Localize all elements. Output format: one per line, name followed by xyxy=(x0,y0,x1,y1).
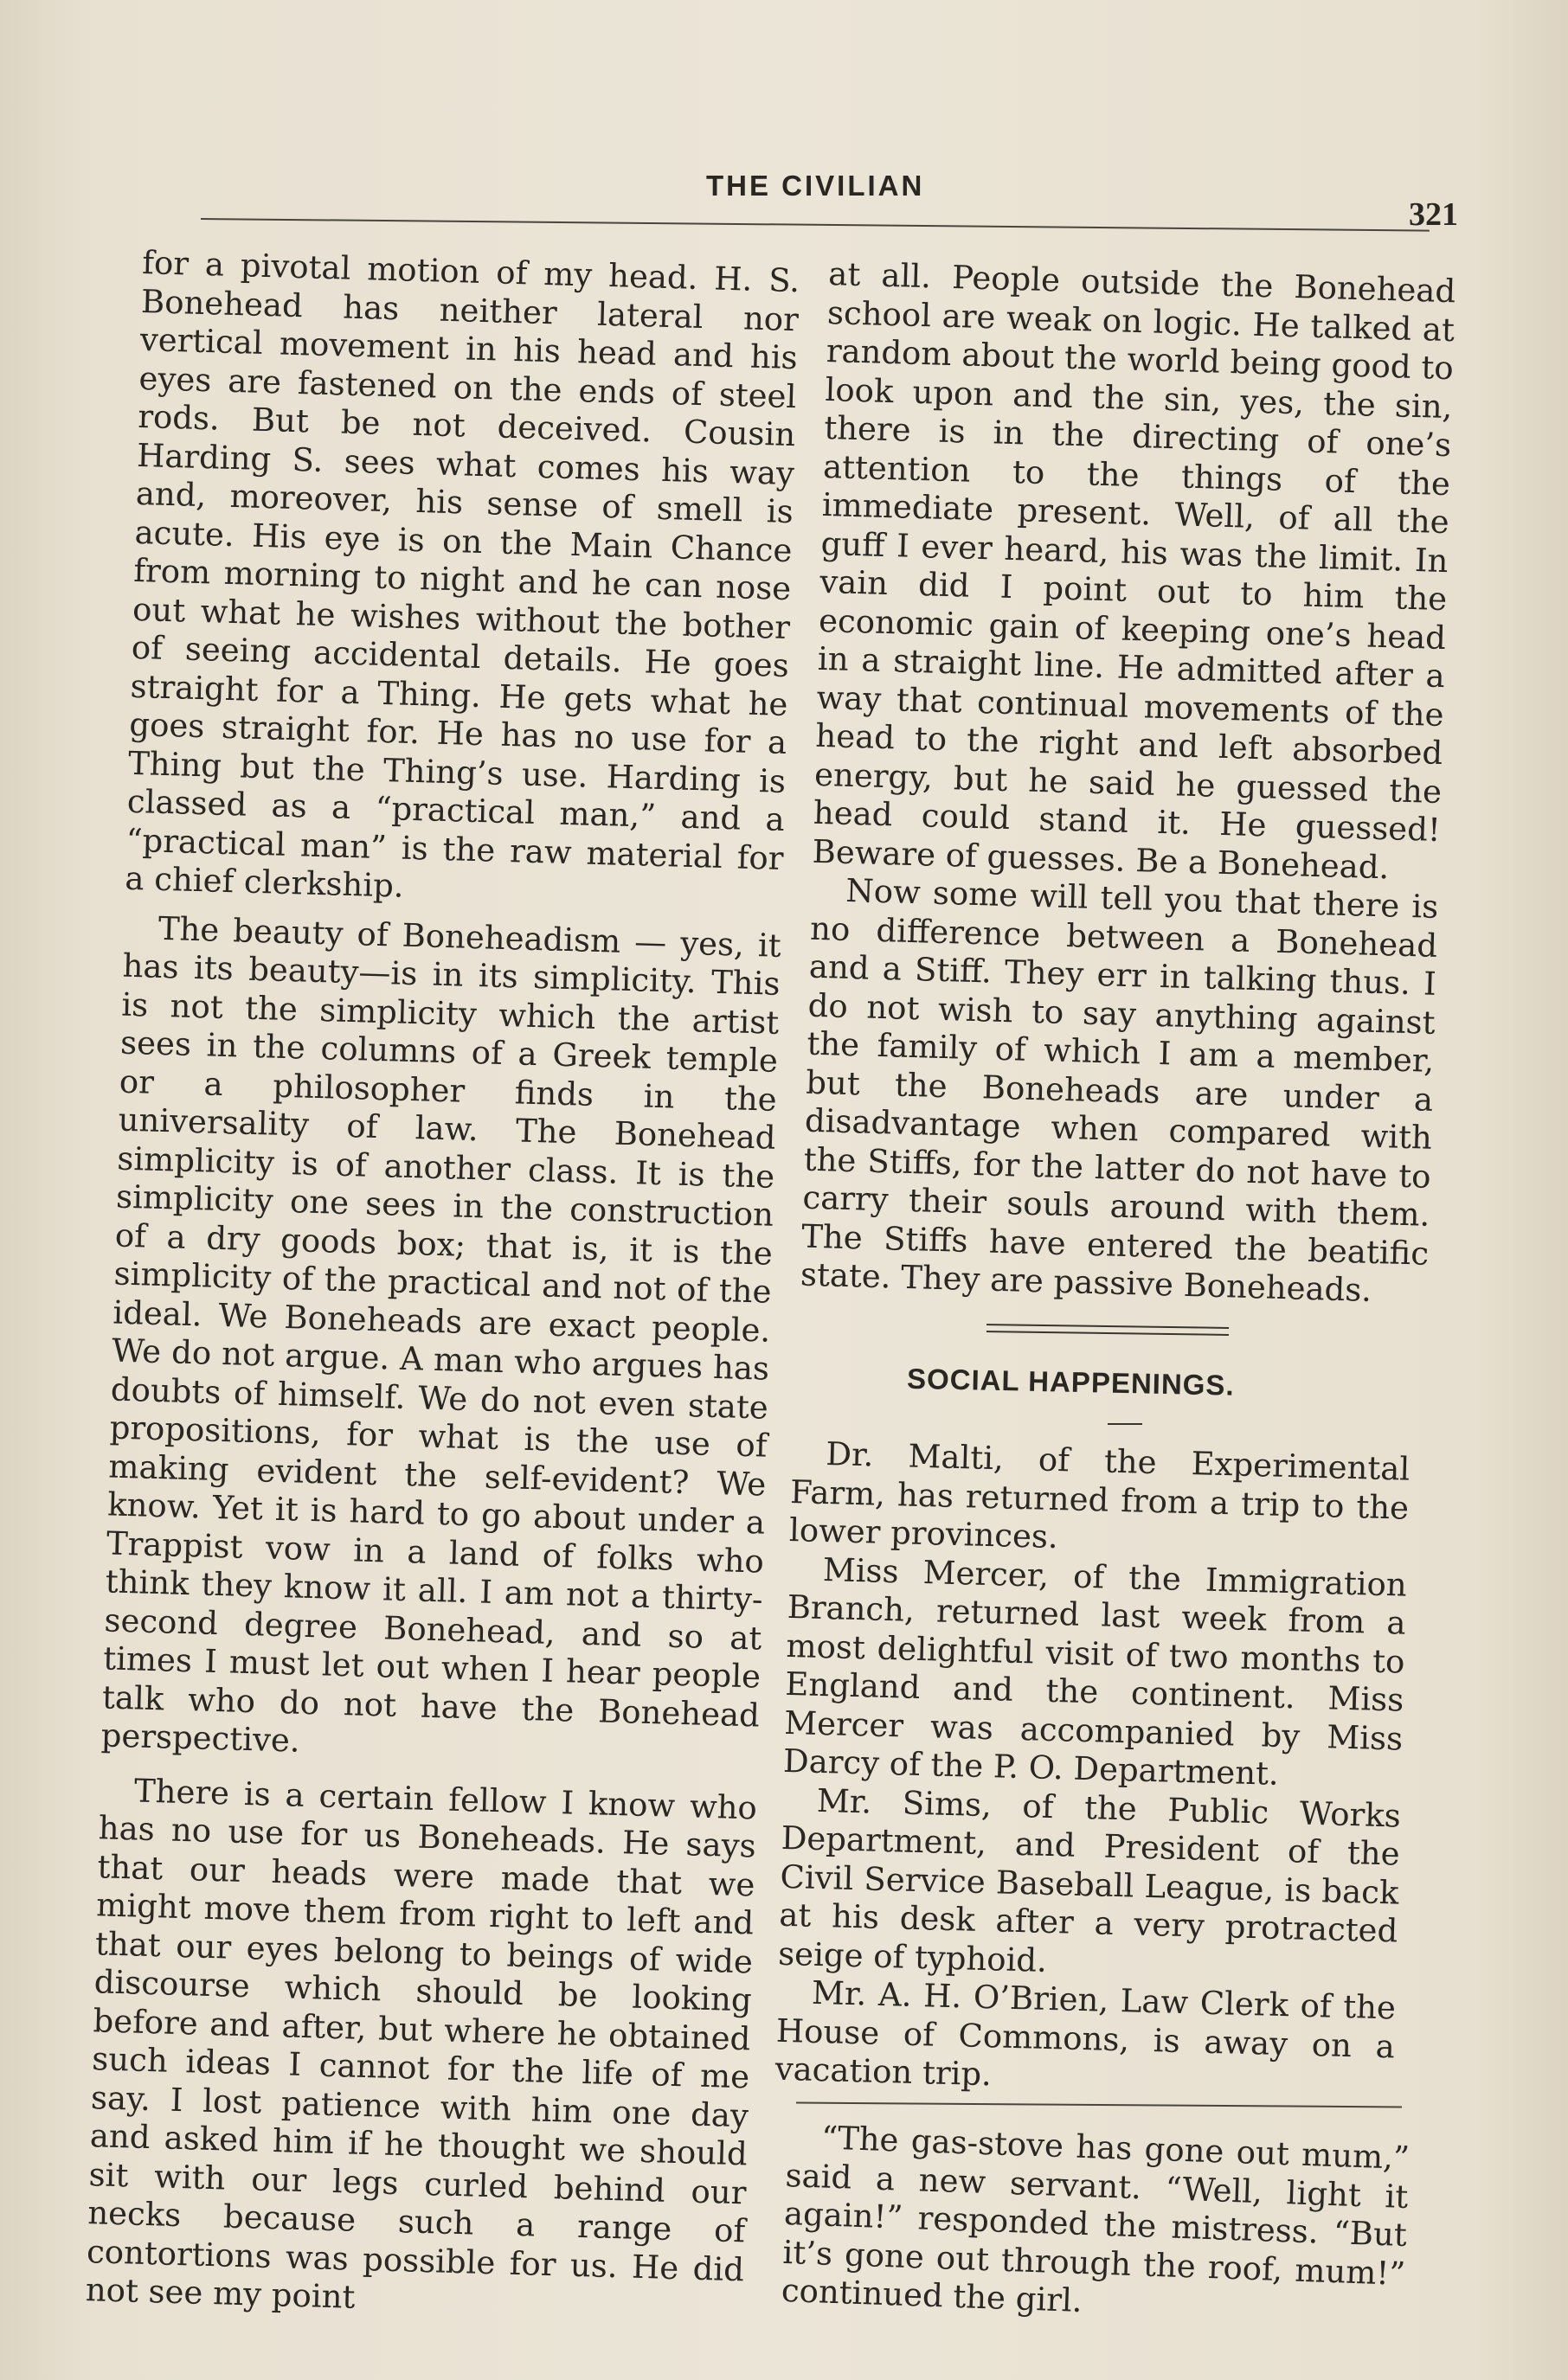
right-paragraph-1: at all. People outside the Bonehead school are weak on logic. He talked at random about the world being good to look upon and the sin, yes, the sin, there is in the directing of one’s attention to the things of the immediate present. Well, of all the guff I ever heard, his was the limit. In vain did I point out to him the economic gain of keeping one’s head in a straight line. He admitted after a way that continual movements of the head to the right and left absorbed energy, but he said he guessed the head could stand it. He guessed! Beware of guesses. Be a Bonehead. xyxy=(812,255,1456,886)
left-paragraph-3: There is a certain fellow I know who has no use for us Boneheads. He says that our heads were made that we might move them from right to left and that our eyes belong to beings of wide discourse which should be looking before and after, but where he obtained such ideas I cannot for the life of me say. I lost patience with him one day and asked him if he thought we should sit with our legs curled behind our necks because such a range of contortions was possible for us. He did not see my point xyxy=(85,1771,758,2316)
joke-paragraph: “The gas-stove has gone out mum,” said a new servant. “Well, light it again!” responded the mistress. “But it’s gone out through the roof, mum!” continued the girl. xyxy=(781,2119,1411,2319)
section-title: SOCIAL HAPPENINGS. xyxy=(906,1362,1235,1402)
story-rule xyxy=(796,2102,1402,2108)
section-divider xyxy=(986,1324,1229,1336)
page-number: 321 xyxy=(1409,196,1458,233)
left-paragraph-2: The beauty of Boneheadism — yes, it has its beauty—is in its simplicity. This is not the simplicity which the artist sees in the columns of a Greek temple or a philosopher finds in the universality of law. The Bonehead simplicity is of another class. It is the simplicity one sees in the construction of a dry goods box; that is, it is the simplicity of the practical and not of the ideal. We Boneheads are exact people. We do not argue. A man who argues has doubts of himself. We do not even state propositions, for what is the use of making evident the self-evident? We know. Yet it is hard to go about under a Trappist vow in a land of folks who think they know it all. I am not a thirty-second degree Bonehead, and so at times I must let out when I hear people talk who do not have the Bonehead perspective. xyxy=(100,909,782,1760)
running-head: THE CIVILIAN xyxy=(706,170,925,202)
social-item: Mr. Sims, of the Public Works Department, and President of the Civil Service Baseball League, is back at his desk after a very protracted seige of typhoid. xyxy=(777,1781,1402,1979)
title-dash xyxy=(1108,1423,1142,1425)
right-column xyxy=(800,255,1456,1312)
right-paragraph-2: Now some will tell you that there is no difference between a Bonehead and a Stiff. They err in talking thus. I do not wish to say anything against the family of which I am a member, but the Boneheads are under a disadvantage when compared with the Stiffs, for the latter do not have to carry their souls around with them. The Stiffs have entered the beatific state. They are passive Boneheads. xyxy=(800,871,1439,1309)
social-item: Dr. Malti, of the Experimental Farm, has returned from a trip to the lower provinces. xyxy=(788,1435,1411,1556)
social-happenings xyxy=(774,1434,1411,2105)
social-item: Miss Mercer, of the Immigration Branch, returned last week from a most delightful visit of two months to England and the continent. Miss Mercer was accompanied by Miss Darcy of the P. O. Department. xyxy=(782,1550,1408,1793)
joke-column xyxy=(781,2118,1410,2332)
header-rule xyxy=(201,218,1430,232)
left-paragraph-1: for a pivotal motion of my head. H. S. Bonehead has neither lateral nor vertical movement in his head and his eyes are fastened on the ends of steel rods. But be not deceived. Cousin Harding S. sees what comes his way and, moreover, his sense of smell is acute. His eye is on the Main Chance from morning to night and he can nose out what he wishes without the bother of seeing accidental details. He goes straight for a Thing. He gets what he goes straight for. He has no use for a Thing but the Thing’s use. Harding is classed as a “practical man,” and a “practical man” is the raw material for a chief clerkship. xyxy=(124,244,800,905)
social-item: Mr. A. H. O’Brien, Law Clerk of the House of Commons, is away on a vacation trip. xyxy=(774,1973,1397,2094)
left-column xyxy=(85,244,800,2328)
